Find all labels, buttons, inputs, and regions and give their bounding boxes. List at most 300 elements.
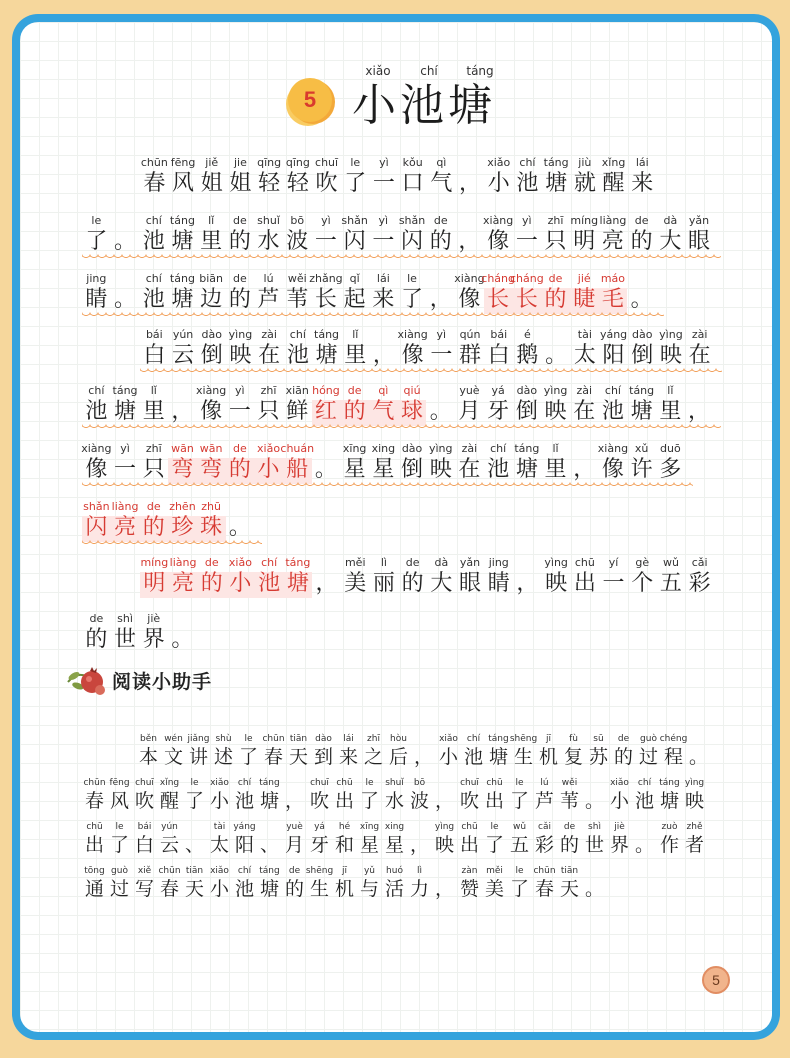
pinyin: zài xyxy=(261,328,277,341)
hanzi: 的 xyxy=(343,399,366,424)
pinyin: de xyxy=(146,500,161,513)
hanzi: 像 xyxy=(401,343,424,368)
hanzi: 出 xyxy=(84,834,104,856)
hanzi: 的 xyxy=(544,287,567,312)
pinyin: shǎn xyxy=(398,214,426,227)
hanzi: 天 xyxy=(288,746,308,768)
pinyin: jing xyxy=(488,556,509,569)
hanzi: 塘 xyxy=(171,229,194,254)
pinyin: zuò xyxy=(661,822,678,832)
pinyin: táng xyxy=(259,778,280,788)
hanzi: 闪 xyxy=(343,229,366,254)
hanzi: 吹 xyxy=(459,790,479,812)
hanzi: 睛 xyxy=(487,571,510,596)
pinyin: chí xyxy=(237,866,252,876)
hanzi: 写 xyxy=(134,878,154,900)
pinyin: shēng xyxy=(305,866,334,876)
hanzi: 塘 xyxy=(630,399,653,424)
pinyin: lǐ xyxy=(208,214,215,227)
hanzi: 眼 xyxy=(459,571,482,596)
pinyin: de xyxy=(89,612,104,625)
hanzi: 的 xyxy=(228,287,251,312)
wavy-underline xyxy=(82,482,693,488)
hanzi: 里 xyxy=(142,399,165,424)
hanzi: 作 xyxy=(659,834,679,856)
pinyin: le xyxy=(515,778,524,788)
hanzi: ， xyxy=(284,790,304,812)
hanzi: 的 xyxy=(142,515,165,540)
pinyin: táng xyxy=(259,866,280,876)
pinyin: tiān xyxy=(289,734,308,744)
hanzi: ， xyxy=(688,399,711,424)
lesson-number: 5 xyxy=(303,87,317,112)
pinyin: cǎi xyxy=(538,822,551,832)
pinyin: yì xyxy=(120,442,130,455)
pinyin: de xyxy=(232,442,247,455)
pinyin: liàng xyxy=(169,556,197,569)
pinyin: xing xyxy=(371,442,396,455)
pomegranate-icon xyxy=(66,662,110,698)
hanzi: 春 xyxy=(534,878,554,900)
hanzi: 池 xyxy=(487,457,510,482)
hanzi: 鹅 xyxy=(516,343,539,368)
hanzi: 醒 xyxy=(602,171,625,196)
hanzi: 了 xyxy=(359,790,379,812)
pinyin: qún xyxy=(459,328,481,341)
hanzi: ， xyxy=(413,746,433,768)
hanzi: ， xyxy=(573,457,596,482)
pinyin: jiǎng xyxy=(187,734,210,744)
pinyin: táng xyxy=(543,156,569,169)
hanzi: 出 xyxy=(334,790,354,812)
hanzi: 月 xyxy=(284,834,304,856)
hanzi: 。 xyxy=(634,834,654,856)
pinyin: zhū xyxy=(201,500,221,513)
hanzi: 生 xyxy=(513,746,533,768)
hanzi: 出 xyxy=(484,790,504,812)
pinyin: le xyxy=(91,214,102,227)
pinyin: jiě xyxy=(205,156,219,169)
title-pinyin-2: chí xyxy=(420,64,438,78)
pinyin: tōng xyxy=(84,866,105,876)
hanzi: 吹 xyxy=(315,171,338,196)
hanzi: 云 xyxy=(159,834,179,856)
hanzi: 。 xyxy=(688,746,708,768)
pinyin: shēng xyxy=(509,734,538,744)
pinyin: chí xyxy=(289,328,306,341)
hanzi: 许 xyxy=(630,457,653,482)
pinyin: měi xyxy=(344,556,366,569)
pinyin: yá xyxy=(491,384,505,397)
hanzi: 的 xyxy=(85,627,108,652)
pinyin: wān xyxy=(171,442,194,455)
pinyin: táng xyxy=(314,328,340,341)
hanzi: 小 xyxy=(609,790,629,812)
pinyin: yuè xyxy=(286,822,303,832)
text-line xyxy=(136,734,721,774)
text-line xyxy=(82,214,723,260)
hanzi: 星 xyxy=(384,834,404,856)
hanzi: 醒 xyxy=(159,790,179,812)
hanzi: 一 xyxy=(372,171,395,196)
pinyin: chūn xyxy=(262,734,285,744)
hanzi: 在 xyxy=(458,457,481,482)
hanzi: ， xyxy=(372,343,395,368)
pinyin: shù xyxy=(215,734,232,744)
hanzi: 气 xyxy=(430,171,453,196)
hanzi: 复 xyxy=(563,746,583,768)
pinyin: chūn xyxy=(83,778,106,788)
title-pinyin-1: xiǎo xyxy=(365,64,391,78)
pinyin: xiě xyxy=(137,866,152,876)
hanzi: 出 xyxy=(573,571,596,596)
pinyin: yìng xyxy=(434,822,455,832)
hanzi: 。 xyxy=(228,515,251,540)
text-line xyxy=(140,328,724,374)
hanzi: 倒 xyxy=(401,457,424,482)
hanzi: 小 xyxy=(209,878,229,900)
pinyin: dà xyxy=(663,214,678,227)
hanzi: 波 xyxy=(409,790,429,812)
hanzi: 的 xyxy=(228,457,251,482)
pinyin: yì xyxy=(235,384,245,397)
hanzi: 世 xyxy=(584,834,604,856)
pinyin: xiǎo xyxy=(228,556,252,569)
pinyin: hóng xyxy=(312,384,340,397)
pinyin: de xyxy=(617,734,630,744)
hanzi: 映 xyxy=(545,571,568,596)
hanzi: 里 xyxy=(344,343,367,368)
hanzi: 塘 xyxy=(259,878,279,900)
pinyin: táng xyxy=(169,214,195,227)
hanzi: 小 xyxy=(257,457,280,482)
pinyin: shuǐ xyxy=(385,778,404,788)
hanzi: 。 xyxy=(545,343,568,368)
hanzi: 、 xyxy=(259,834,279,856)
hanzi: 一 xyxy=(430,343,453,368)
hanzi: 一 xyxy=(114,457,137,482)
pinyin: de xyxy=(634,214,649,227)
pinyin: shǎn xyxy=(341,214,368,227)
hanzi: 苇 xyxy=(286,287,309,312)
pinyin: de xyxy=(347,384,362,397)
pinyin: xǔ xyxy=(634,442,649,455)
pinyin: wǔ xyxy=(512,822,527,832)
hanzi: 水 xyxy=(257,229,280,254)
hanzi: 一 xyxy=(228,399,251,424)
pinyin: lì xyxy=(416,866,422,876)
pinyin: chí xyxy=(145,214,162,227)
pinyin: lái xyxy=(635,156,649,169)
pinyin: xing xyxy=(384,822,405,832)
hanzi: 塘 xyxy=(286,571,309,596)
lesson-title: 小池塘 xyxy=(352,80,496,131)
pinyin: wǔ xyxy=(662,556,679,569)
pinyin: lì xyxy=(380,556,387,569)
pinyin: fēng xyxy=(170,156,196,169)
hanzi: 美 xyxy=(484,878,504,900)
pinyin: qiú xyxy=(403,384,421,397)
hanzi: 像 xyxy=(200,399,223,424)
pinyin: chí xyxy=(604,384,621,397)
pinyin: zhī xyxy=(367,734,380,744)
hanzi: 小 xyxy=(438,746,458,768)
pinyin: yáng xyxy=(233,822,256,832)
hanzi: 了 xyxy=(238,746,258,768)
hanzi: ， xyxy=(409,834,429,856)
pinyin: bái xyxy=(490,328,508,341)
hanzi: 到 xyxy=(313,746,333,768)
pinyin: chūn xyxy=(533,866,556,876)
hanzi: 吹 xyxy=(309,790,329,812)
hanzi: 池 xyxy=(142,229,165,254)
pinyin: wén xyxy=(164,734,183,744)
pinyin: táng xyxy=(659,778,680,788)
pinyin: tiān xyxy=(185,866,204,876)
hanzi: 球 xyxy=(401,399,424,424)
pinyin: dào xyxy=(401,442,423,455)
hanzi: 明 xyxy=(143,571,166,596)
hanzi: 通 xyxy=(84,878,104,900)
hanzi: 天 xyxy=(559,878,579,900)
hanzi: 亮 xyxy=(172,571,195,596)
pinyin: de xyxy=(563,822,576,832)
hanzi: 多 xyxy=(659,457,682,482)
pinyin: lú xyxy=(540,778,549,788)
pinyin: táng xyxy=(514,442,540,455)
pinyin: dào xyxy=(315,734,332,744)
lesson-number-badge xyxy=(288,78,332,122)
hanzi: 大 xyxy=(659,229,682,254)
pinyin: yún xyxy=(172,328,194,341)
hanzi: 后 xyxy=(388,746,408,768)
hanzi: 池 xyxy=(85,399,108,424)
pinyin: yǔ xyxy=(363,866,376,876)
pinyin: xǐng xyxy=(159,778,180,788)
pinyin: sū xyxy=(593,734,604,744)
pinyin: liàng xyxy=(599,214,627,227)
hanzi: 池 xyxy=(516,171,539,196)
pinyin: yǎn xyxy=(688,214,710,227)
hanzi: 塘 xyxy=(259,790,279,812)
pinyin: táng xyxy=(629,384,655,397)
pinyin: xiǎo xyxy=(610,778,629,788)
hanzi: 池 xyxy=(634,790,654,812)
hanzi: 来 xyxy=(372,287,395,312)
hanzi: 长 xyxy=(487,287,510,312)
pinyin: duō xyxy=(660,442,681,455)
pinyin: zài xyxy=(576,384,593,397)
hanzi: 池 xyxy=(463,746,483,768)
wavy-underline xyxy=(82,254,721,260)
hanzi: 里 xyxy=(544,457,567,482)
hanzi: 的 xyxy=(630,229,653,254)
pinyin: chuī xyxy=(310,778,329,788)
hanzi: 边 xyxy=(200,287,223,312)
hanzi: 塘 xyxy=(515,457,538,482)
hanzi: 的 xyxy=(401,571,424,596)
pinyin: dà xyxy=(434,556,449,569)
hanzi: 界 xyxy=(142,627,165,652)
pinyin: le xyxy=(490,822,499,832)
hanzi: 彩 xyxy=(534,834,554,856)
hanzi: 个 xyxy=(631,571,654,596)
hanzi: 星 xyxy=(359,834,379,856)
text-line xyxy=(82,612,207,658)
pinyin: yì xyxy=(436,328,447,341)
pinyin: guò xyxy=(640,734,657,744)
hanzi: ， xyxy=(434,790,454,812)
hanzi: 天 xyxy=(184,878,204,900)
hanzi: 。 xyxy=(114,287,137,312)
pinyin: yí xyxy=(608,556,619,569)
pinyin: dào xyxy=(516,384,538,397)
hanzi: 机 xyxy=(334,878,354,900)
pinyin: jiè xyxy=(147,612,161,625)
hanzi: 像 xyxy=(85,457,108,482)
pinyin: jie xyxy=(233,156,247,169)
hanzi: 在 xyxy=(573,399,596,424)
pinyin: huó xyxy=(386,866,403,876)
pinyin: chū xyxy=(336,778,353,788)
pinyin: chū xyxy=(461,822,478,832)
hanzi: 塘 xyxy=(315,343,338,368)
pinyin: le xyxy=(350,156,361,169)
pinyin: jiù xyxy=(578,156,592,169)
pinyin: táng xyxy=(169,272,195,285)
hanzi: 里 xyxy=(659,399,682,424)
pinyin: cháng xyxy=(509,272,544,285)
pinyin: míng xyxy=(570,214,599,227)
hanzi: 映 xyxy=(434,834,454,856)
hanzi: 世 xyxy=(114,627,137,652)
pinyin: chí xyxy=(237,778,252,788)
pinyin: xiàng xyxy=(454,272,485,285)
hanzi: 过 xyxy=(109,878,129,900)
hanzi: 映 xyxy=(429,457,452,482)
hanzi: 活 xyxy=(384,878,404,900)
hanzi: 彩 xyxy=(688,571,711,596)
hanzi: 云 xyxy=(172,343,195,368)
pinyin: zhī xyxy=(145,442,162,455)
hanzi: 映 xyxy=(659,343,682,368)
pinyin: de xyxy=(204,556,219,569)
pinyin: míng xyxy=(140,556,169,569)
pinyin: le xyxy=(365,778,374,788)
hanzi: 的 xyxy=(284,878,304,900)
pinyin: xiǎo xyxy=(210,866,229,876)
pinyin: de xyxy=(548,272,563,285)
pinyin: hòu xyxy=(390,734,407,744)
hanzi: 的 xyxy=(429,229,452,254)
pinyin: xiǎo xyxy=(210,778,229,788)
pinyin: xīng xyxy=(342,442,367,455)
pinyin: xiàng xyxy=(597,442,629,455)
pinyin: yìng xyxy=(543,384,568,397)
hanzi: 了 xyxy=(184,790,204,812)
pinyin: yìng xyxy=(228,328,253,341)
pinyin: yìng xyxy=(428,442,453,455)
hanzi: 了 xyxy=(509,790,529,812)
pinyin: chuán xyxy=(280,442,315,455)
hanzi: 阳 xyxy=(602,343,625,368)
lesson-header xyxy=(270,50,530,140)
hanzi: 小 xyxy=(487,171,510,196)
page-number: 5 xyxy=(702,966,730,994)
hanzi: 赞 xyxy=(459,878,479,900)
hanzi: 闪 xyxy=(85,515,108,540)
text-line xyxy=(82,442,695,488)
pinyin: zhī xyxy=(260,384,277,397)
hanzi: 水 xyxy=(384,790,404,812)
hanzi: 的 xyxy=(559,834,579,856)
hanzi: 了 xyxy=(401,287,424,312)
pinyin: chí xyxy=(261,556,278,569)
title-pinyin-3: táng xyxy=(466,64,494,78)
hanzi: 池 xyxy=(234,878,254,900)
hanzi: 轻 xyxy=(258,171,281,196)
hanzi: 与 xyxy=(359,878,379,900)
pinyin: cháng xyxy=(481,272,515,285)
pinyin: xiàng xyxy=(397,328,428,341)
pinyin: qīng xyxy=(257,156,282,169)
pinyin: de xyxy=(232,272,247,285)
hanzi: 塘 xyxy=(659,790,679,812)
pinyin: kǒu xyxy=(402,156,423,169)
text-line xyxy=(82,778,717,818)
hanzi: 。 xyxy=(584,878,604,900)
pinyin: chū xyxy=(86,822,103,832)
hanzi: 太 xyxy=(573,343,596,368)
hanzi: 五 xyxy=(659,571,682,596)
pinyin: dào xyxy=(201,328,222,341)
reading-helper-heading xyxy=(66,662,286,702)
hanzi: 本 xyxy=(138,746,158,768)
hanzi: 了 xyxy=(109,834,129,856)
pinyin: zhī xyxy=(547,214,564,227)
hanzi: ， xyxy=(171,399,194,424)
hanzi: 。 xyxy=(630,287,653,312)
hanzi: 白 xyxy=(487,343,510,368)
hanzi: 、 xyxy=(184,834,204,856)
hanzi: 和 xyxy=(334,834,354,856)
hanzi: 群 xyxy=(459,343,482,368)
pinyin: qīng xyxy=(285,156,310,169)
hanzi: 明 xyxy=(573,229,596,254)
pinyin: gè xyxy=(635,556,650,569)
pinyin: fēng xyxy=(109,778,130,788)
pinyin: le xyxy=(190,778,199,788)
pinyin: yá xyxy=(314,822,325,832)
pinyin: chí xyxy=(88,384,105,397)
pinyin: xiǎo xyxy=(257,442,281,455)
pinyin: chū xyxy=(486,778,503,788)
hanzi: 一 xyxy=(372,229,395,254)
hanzi: 的 xyxy=(613,746,633,768)
pinyin: lǐ xyxy=(352,328,359,341)
hanzi: 星 xyxy=(343,457,366,482)
hanzi: 在 xyxy=(258,343,281,368)
hanzi: 塘 xyxy=(114,399,137,424)
pinyin: jing xyxy=(86,272,107,285)
pinyin: zhě xyxy=(686,822,703,832)
pinyin: chí xyxy=(637,778,652,788)
hanzi: 。 xyxy=(314,457,337,482)
text-line xyxy=(82,500,264,546)
pinyin: chéng xyxy=(659,734,688,744)
hanzi: 睛 xyxy=(85,287,108,312)
pinyin: yáng xyxy=(599,328,628,341)
